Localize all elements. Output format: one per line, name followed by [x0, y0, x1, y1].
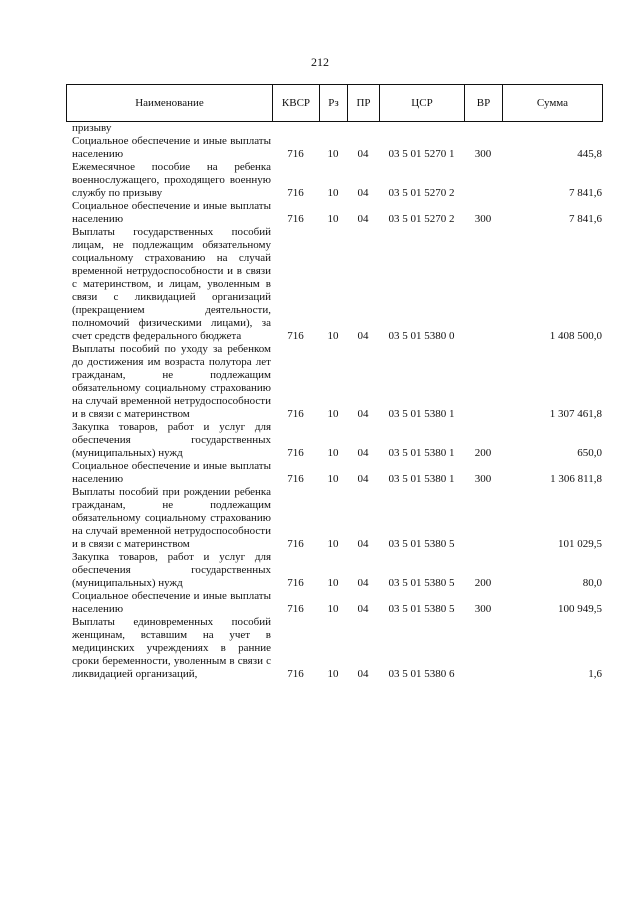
row-csr: 03 5 01 5270 1	[388, 148, 455, 160]
column-header-sum: Сумма	[503, 85, 603, 122]
table-row	[66, 161, 602, 200]
row-name: Выплаты государственных пособий лицам, не подлежащим обязательному социальному страхованию на случай временной нетрудоспособности и в связи с материнством, и лицам, уволенным в связи с ликвидацией организаций (прекращением деятельности, полномочий физическими лицами), за счет средств федерального бюджета	[72, 226, 271, 342]
row-kvsr: 716	[287, 603, 304, 615]
row-name: Социальное обеспечение и иные выплаты населению	[72, 460, 271, 485]
table-body	[66, 122, 602, 681]
row-kvsr: 716	[287, 577, 304, 589]
row-rz: 10	[327, 447, 339, 459]
row-sum: 650,0	[577, 447, 602, 459]
row-sum: 7 841,6	[569, 213, 602, 225]
row-sum: 1 307 461,8	[549, 408, 602, 420]
column-header-name: Наименование	[67, 85, 273, 122]
row-csr: 03 5 01 5380 1	[388, 447, 455, 459]
row-vr: 200	[474, 447, 492, 459]
row-pr: 04	[357, 577, 369, 589]
table-row	[66, 460, 602, 486]
row-sum: 445,8	[577, 148, 602, 160]
row-vr: 200	[474, 577, 492, 589]
row-rz: 10	[327, 577, 339, 589]
row-csr: 03 5 01 5270 2	[388, 187, 455, 199]
row-vr: 300	[474, 473, 492, 485]
row-name: Закупка товаров, работ и услуг для обеспечения государственных (муниципальных) нужд	[72, 421, 271, 459]
column-header-csr: ЦСР	[380, 85, 465, 122]
row-rz: 10	[327, 187, 339, 199]
row-csr: 03 5 01 5380 5	[388, 603, 455, 615]
row-kvsr: 716	[287, 538, 304, 550]
row-vr: 300	[474, 148, 492, 160]
row-pr: 04	[357, 603, 369, 615]
row-csr: 03 5 01 5380 1	[388, 473, 455, 485]
table-row	[66, 590, 602, 616]
row-name: Социальное обеспечение и иные выплаты населению	[72, 135, 271, 160]
row-rz: 10	[327, 473, 339, 485]
row-vr: 300	[474, 603, 492, 615]
table-row	[66, 135, 602, 161]
row-sum: 80,0	[582, 577, 602, 589]
row-rz: 10	[327, 408, 339, 420]
row-pr: 04	[357, 330, 369, 342]
row-csr: 03 5 01 5380 6	[388, 668, 455, 680]
row-csr: 03 5 01 5380 5	[388, 538, 455, 550]
row-kvsr: 716	[287, 408, 304, 420]
row-pr: 04	[357, 187, 369, 199]
row-rz: 10	[327, 330, 339, 342]
row-name: Ежемесячное пособие на ребенка военнослужащего, проходящего военную службу по призыву	[72, 161, 271, 199]
table-row	[66, 226, 602, 343]
row-sum: 1 408 500,0	[549, 330, 602, 342]
row-name: Выплаты пособий при рождении ребенка гражданам, не подлежащим обязательному социальному страхованию на случай временной нетрудоспособности и в связи с материнством	[72, 486, 271, 550]
row-csr: 03 5 01 5380 5	[388, 577, 455, 589]
row-kvsr: 716	[287, 213, 304, 225]
row-vr: 300	[474, 213, 492, 225]
row-pr: 04	[357, 148, 369, 160]
row-name: Закупка товаров, работ и услуг для обеспечения государственных (муниципальных) нужд	[72, 551, 271, 589]
table-row	[66, 421, 602, 460]
table-row	[66, 616, 602, 681]
row-sum: 7 841,6	[569, 187, 602, 199]
row-rz: 10	[327, 538, 339, 550]
column-header-pr: ПР	[348, 85, 380, 122]
row-name: призыву	[72, 122, 112, 134]
column-header-kvsr: КВСР	[273, 85, 320, 122]
row-kvsr: 716	[287, 148, 304, 160]
row-name: Выплаты пособий по уходу за ребенком до достижения им возраста полутора лет гражданам, не подлежащим обязательному социальному страхованию на случай временной нетрудоспособности и в связи с материнством	[72, 343, 271, 420]
row-pr: 04	[357, 668, 369, 680]
row-rz: 10	[327, 148, 339, 160]
row-csr: 03 5 01 5380 1	[388, 408, 455, 420]
row-pr: 04	[357, 447, 369, 459]
row-pr: 04	[357, 538, 369, 550]
row-pr: 04	[357, 408, 369, 420]
row-rz: 10	[327, 213, 339, 225]
page-number: 212	[311, 55, 329, 69]
row-kvsr: 716	[287, 330, 304, 342]
row-rz: 10	[327, 603, 339, 615]
row-kvsr: 716	[287, 447, 304, 459]
table-row	[66, 343, 602, 421]
table-row	[66, 551, 602, 590]
table-header	[66, 84, 603, 122]
row-csr: 03 5 01 5270 2	[388, 213, 455, 225]
row-sum: 100 949,5	[558, 603, 602, 615]
row-name: Социальное обеспечение и иные выплаты населению	[72, 200, 271, 225]
row-pr: 04	[357, 473, 369, 485]
row-sum: 101 029,5	[558, 538, 602, 550]
table-row	[66, 122, 602, 135]
row-csr: 03 5 01 5380 0	[388, 330, 455, 342]
row-kvsr: 716	[287, 473, 304, 485]
row-sum: 1,6	[588, 668, 602, 680]
row-kvsr: 716	[287, 668, 304, 680]
row-rz: 10	[327, 668, 339, 680]
row-sum: 1 306 811,8	[550, 473, 602, 485]
row-name: Социальное обеспечение и иные выплаты населению	[72, 590, 271, 615]
column-header-rz: Рз	[320, 85, 348, 122]
table-row	[66, 486, 602, 551]
column-header-vr: ВР	[465, 85, 503, 122]
row-pr: 04	[357, 213, 369, 225]
row-kvsr: 716	[287, 187, 304, 199]
row-name: Выплаты единовременных пособий женщинам, вставшим на учет в медицинских учреждениях в ранние сроки беременности, уволенным в связи с ликвидацией организаций,	[72, 616, 271, 680]
table-row	[66, 200, 602, 226]
